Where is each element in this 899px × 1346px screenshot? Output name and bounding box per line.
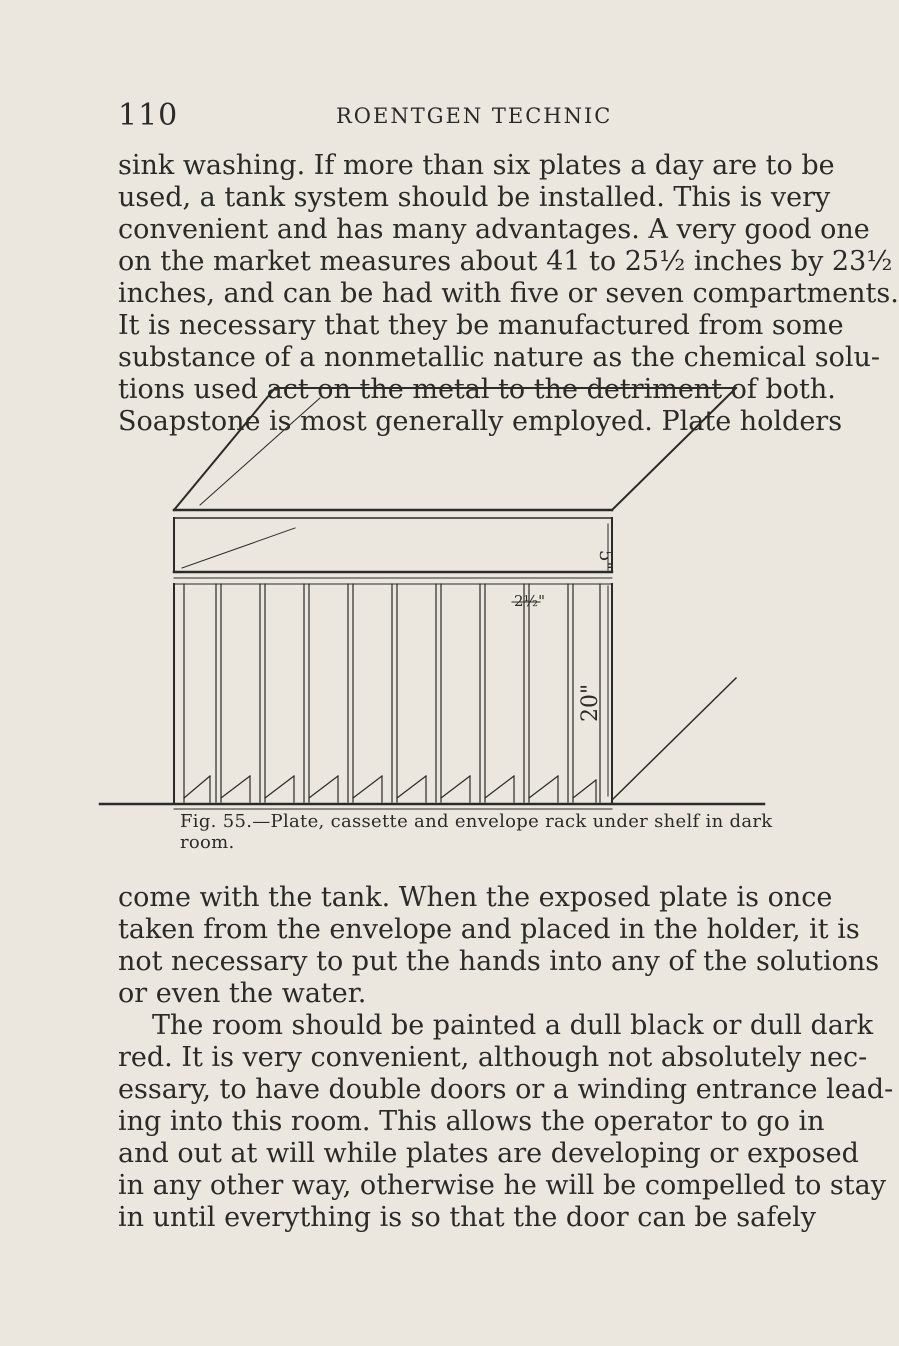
text-line: and out at will while plates are developing or exposed <box>118 1138 859 1169</box>
text-line: come with the tank. When the exposed plate is once <box>118 882 833 913</box>
text-line: substance of a nonmetallic nature as the chemical solu- <box>118 342 881 373</box>
page-number: 110 <box>118 98 179 133</box>
text-line: The room should be painted a dull black or dull dark <box>152 1010 874 1041</box>
figure-caption: Fig. 55.—Plate, cassette and envelope rack under shelf in dark room. <box>180 811 773 853</box>
text-line: ing into this room. This allows the operator to go in <box>118 1106 825 1137</box>
figure-55 <box>100 410 780 830</box>
text-line: used, a tank system should be installed. This is very <box>118 182 831 213</box>
dimension-label-top: 5" <box>595 550 616 570</box>
paragraph-3 <box>118 1010 894 1234</box>
text-line: or even the water. <box>118 978 367 1009</box>
text-line: not necessary to put the hands into any of the solutions <box>118 946 880 977</box>
text-line: sink washing. If more than six plates a day are to be <box>118 150 835 181</box>
text-line: convenient and has many advantages. A very good one <box>118 214 870 245</box>
text-line: taken from the envelope and placed in the holder, it is <box>118 914 860 945</box>
text-line: inches, and can be had with five or seven compartments. <box>118 278 899 309</box>
dimension-label-compartment: 2½" <box>514 592 545 610</box>
paragraph-1 <box>118 150 899 438</box>
text-line: on the market measures about 41 to 25½ inches by 23½ <box>118 246 893 277</box>
dimension-label-height: 20" <box>578 683 603 722</box>
text-line: red. It is very convenient, although not absolutely nec- <box>118 1042 868 1073</box>
text-line: Soapstone is most generally employed. Plate holders <box>118 406 843 437</box>
rack-illustration <box>100 410 780 830</box>
text-line: essary, to have double doors or a winding entrance lead- <box>118 1074 894 1105</box>
text-line: It is necessary that they be manufactured from some <box>118 310 844 341</box>
text-line: in until everything is so that the door can be safely <box>118 1202 817 1233</box>
text-line: in any other way, otherwise he will be compelled to stay <box>118 1170 886 1201</box>
running-head: ROENTGEN TECHNIC <box>336 104 613 128</box>
paragraph-2 <box>118 882 880 1010</box>
text-line: tions used act on the metal to the detriment of both. <box>118 374 836 405</box>
